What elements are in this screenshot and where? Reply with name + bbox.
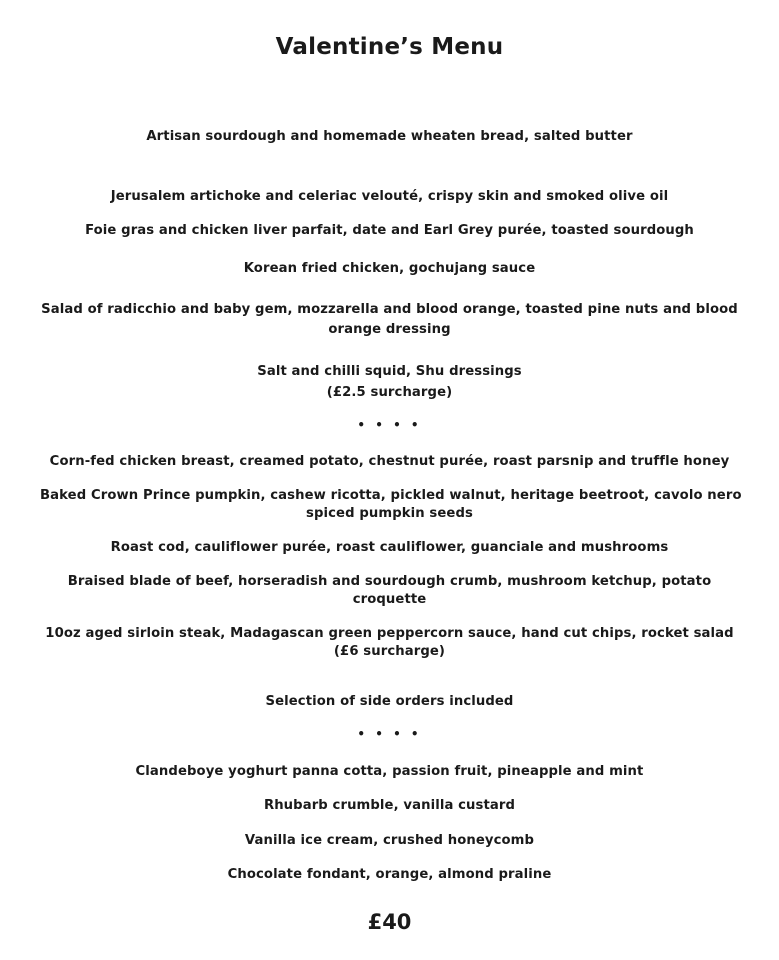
dessert-4: Chocolate fondant, orange, almond praline [227,867,552,882]
main-2-line-2: spiced pumpkin seeds [306,506,473,521]
menu-price: £40 [367,910,412,934]
dessert-3: Vanilla ice cream, crushed honeycomb [244,833,535,848]
main-5-surcharge: (£6 surcharge) [333,644,446,659]
main-4-line-2: croquette [352,592,427,607]
dessert-2: Rhubarb crumble, vanilla custard [263,798,516,813]
section-separator-1: • • • • [357,418,422,432]
bread-course: Artisan sourdough and homemade wheaten bread, salted butter [146,129,633,144]
main-1: Corn-fed chicken breast, creamed potato, chestnut purée, roast parsnip and truffle honey [49,454,730,469]
starter-2: Foie gras and chicken liver parfait, date and Earl Grey purée, toasted sourdough [85,223,694,238]
starter-3: Korean fried chicken, gochujang sauce [243,261,536,276]
side-orders-note: Selection of side orders included [265,694,514,709]
starter-4-line-1: Salad of radicchio and baby gem, mozzarella and blood orange, toasted pine nuts and blood [41,302,738,317]
starter-1: Jerusalem artichoke and celeriac velouté, crispy skin and smoked olive oil [110,189,669,204]
main-5-line-1: 10oz aged sirloin steak, Madagascan green peppercorn sauce, hand cut chips, rocket salad [45,626,734,641]
starter-4-line-2: orange dressing [328,322,451,337]
starter-5-surcharge: (£2.5 surcharge) [326,385,453,400]
dessert-1: Clandeboye yoghurt panna cotta, passion fruit, pineapple and mint [135,764,644,779]
main-3: Roast cod, cauliflower purée, roast cauliflower, guanciale and mushrooms [110,540,669,555]
main-2-line-1: Baked Crown Prince pumpkin, cashew ricotta, pickled walnut, heritage beetroot, cavolo nero [40,488,742,503]
main-4-line-1: Braised blade of beef, horseradish and sourdough crumb, mushroom ketchup, potato [67,574,712,589]
section-separator-2: • • • • [357,727,422,741]
starter-5-line-1: Salt and chilli squid, Shu dressings [257,364,522,379]
menu-title: Valentine’s Menu [275,34,504,60]
